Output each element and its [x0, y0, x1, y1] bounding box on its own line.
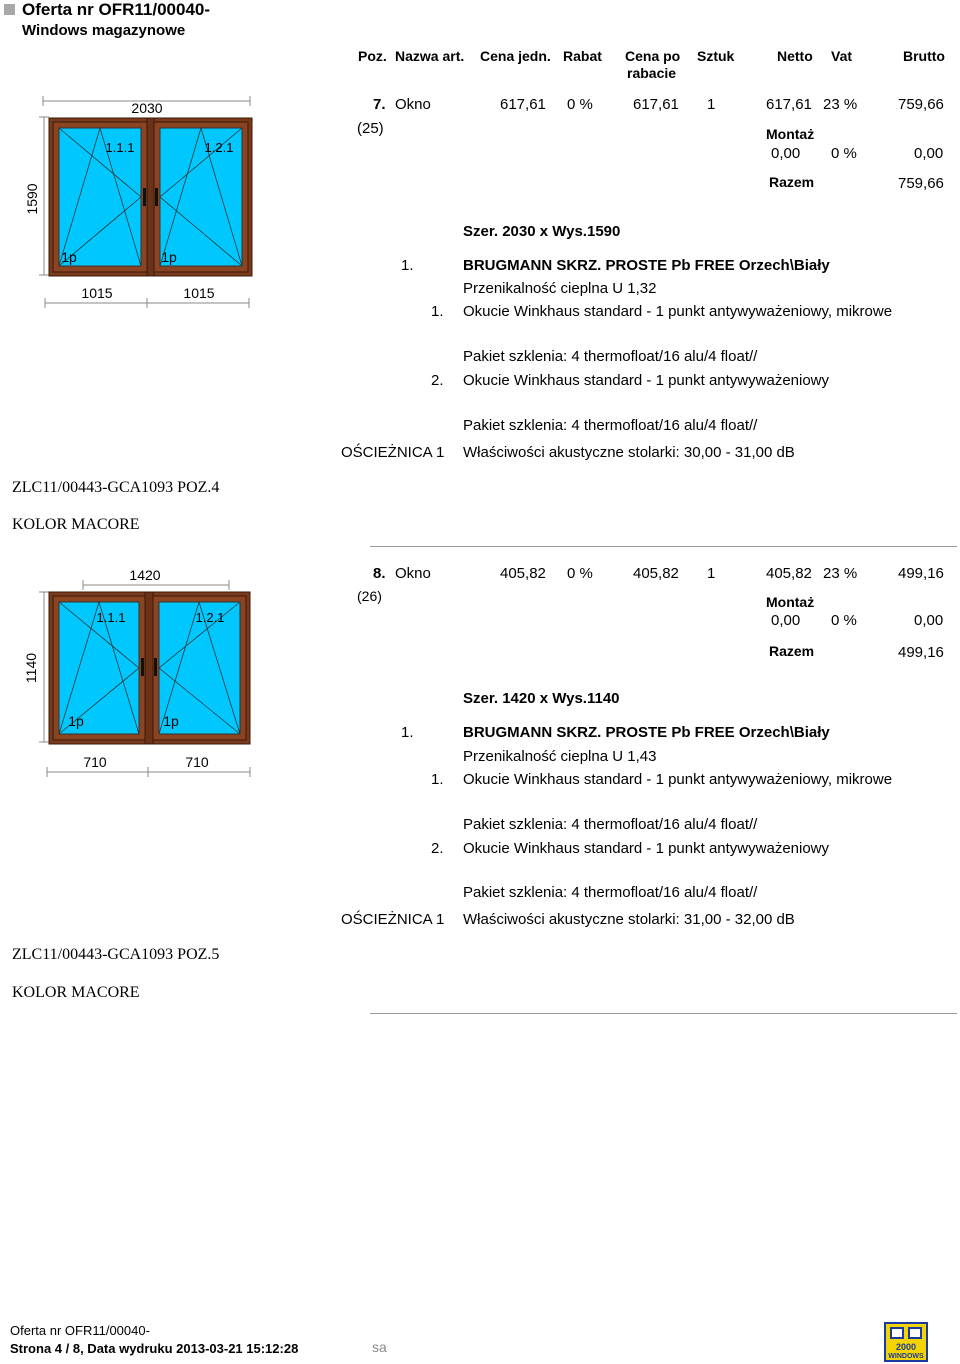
- item-8-frame: OŚCIEŻNICA 1: [341, 911, 445, 928]
- item-7-name: Okno: [395, 96, 431, 113]
- item-8-rabat: 0 %: [567, 565, 593, 582]
- item-7-fitting2: Okucie Winkhaus standard - 1 punkt antywyważeniowy: [463, 372, 830, 389]
- drawing-width: 2030: [131, 100, 163, 116]
- item-7-razem: 759,66: [898, 175, 944, 192]
- item-7-montaz-label: Montaż: [766, 126, 815, 142]
- item-7-color: KOLOR MACORE: [12, 516, 140, 533]
- col-cena-jedn: Cena jedn.: [480, 48, 551, 64]
- item-7-separator: [370, 546, 957, 547]
- item-8-montaz-brutto: 0,00: [914, 612, 944, 629]
- item-7-montaz-netto: 0,00: [771, 145, 801, 162]
- drawing-height: 1590: [24, 183, 40, 215]
- item-7-razem-label: Razem: [769, 174, 815, 190]
- item-7-fitting2-num: 2.: [431, 372, 444, 389]
- logo-text: WINDOWS: [888, 1353, 924, 1360]
- footer-page-info: Strona 4 / 8, Data wydruku 2013-03-21 15:12:28: [10, 1341, 299, 1356]
- windows-2000-logo: [884, 1322, 928, 1362]
- item-8-acoustic: Właściwości akustyczne stolarki: 31,00 - 32,00 dB: [463, 911, 795, 928]
- item-8-sztuk: 1: [707, 565, 716, 582]
- item-7-glass1: Pakiet szklenia: 4 thermofloat/16 alu/4 float//: [463, 348, 758, 365]
- item-8-fitting1-num: 1.: [431, 771, 444, 788]
- col-poz: Poz.: [358, 48, 387, 64]
- mullion: [147, 118, 154, 276]
- item-8-profile: BRUGMANN SKRZ. PROSTE Pb FREE Orzech\Biały: [463, 724, 830, 741]
- item-7-code: ZLC11/00443-GCA1093 POZ.4: [12, 479, 220, 496]
- item-8-code: ZLC11/00443-GCA1093 POZ.5: [12, 946, 220, 963]
- col-cena-po: Cena po: [625, 48, 681, 64]
- item-8-cena-jedn: 405,82: [500, 565, 546, 582]
- item-7-vat: 23 %: [823, 96, 858, 113]
- window-drawing-7: [0, 90, 280, 315]
- col-netto: Netto: [777, 48, 813, 64]
- item-8-montaz-label: Montaż: [766, 594, 815, 610]
- item-8-glass1: Pakiet szklenia: 4 thermofloat/16 alu/4 float//: [463, 816, 758, 833]
- item-7-fitting1-num: 1.: [431, 303, 444, 320]
- handle: [154, 658, 157, 676]
- item-7-profile: BRUGMANN SKRZ. PROSTE Pb FREE Orzech\Biały: [463, 257, 830, 274]
- handle: [143, 188, 146, 206]
- item-7-acoustic: Właściwości akustyczne stolarki: 30,00 - 31,00 dB: [463, 444, 795, 461]
- dim-right-label: 1015: [183, 285, 215, 301]
- item-7-cena-po: 617,61: [633, 96, 679, 113]
- footer-offer: Oferta nr OFR11/00040-: [10, 1323, 150, 1338]
- dim-left-label: 710: [83, 754, 107, 770]
- item-8-razem-label: Razem: [769, 643, 815, 659]
- item-8-fitting1: Okucie Winkhaus standard - 1 punkt antywyważeniowy, mikrowe: [463, 771, 893, 788]
- drawing-height: 1140: [23, 652, 39, 684]
- item-7-brutto: 759,66: [898, 96, 944, 113]
- item-8-size: Szer. 1420 x Wys.1140: [463, 690, 620, 707]
- sash-label-left: 1.1.1: [105, 140, 135, 155]
- pane-label-left: 1p: [68, 713, 84, 729]
- item-7-num: 7.: [373, 96, 386, 113]
- logo-year: 2000: [895, 1342, 917, 1352]
- item-8-cena-po: 405,82: [633, 565, 679, 582]
- offer-title: Oferta nr OFR11/00040-: [22, 0, 211, 19]
- item-8-ref: (26): [357, 588, 382, 604]
- mullion: [145, 592, 153, 744]
- item-8-thermal: Przenikalność cieplna U 1,43: [463, 748, 657, 765]
- item-7-netto: 617,61: [766, 96, 812, 113]
- item-8-name: Okno: [395, 565, 431, 582]
- sash-label-right: 1.2.1: [204, 140, 234, 155]
- item-8-netto: 405,82: [766, 565, 812, 582]
- item-8-glass2: Pakiet szklenia: 4 thermofloat/16 alu/4 float//: [463, 884, 758, 901]
- item-7-rabat: 0 %: [567, 96, 593, 113]
- dim-right-label: 710: [185, 754, 209, 770]
- item-7-sztuk: 1: [707, 96, 716, 113]
- item-8-fitting2-num: 2.: [431, 840, 444, 857]
- sash-label-right: 1.2.1: [195, 610, 225, 625]
- item-7-montaz-vat: 0 %: [831, 145, 857, 162]
- item-7-fitting1: Okucie Winkhaus standard - 1 punkt antywyważeniowy, mikrowe: [463, 303, 893, 320]
- item-8-montaz-netto: 0,00: [771, 612, 801, 629]
- item-7-frame: OŚCIEŻNICA 1: [341, 444, 445, 461]
- col-brutto: Brutto: [903, 48, 945, 64]
- item-7-thermal: Przenikalność cieplna U 1,32: [463, 280, 657, 297]
- col-nazwa: Nazwa art.: [395, 48, 465, 64]
- item-8-montaz-vat: 0 %: [831, 612, 857, 629]
- col-rabat: Rabat: [563, 48, 602, 64]
- item-8-fitting2: Okucie Winkhaus standard - 1 punkt antywyważeniowy: [463, 840, 830, 857]
- item-8-vat: 23 %: [823, 565, 858, 582]
- sash-label-left: 1.1.1: [96, 610, 126, 625]
- item-8-num: 8.: [373, 565, 386, 582]
- item-8-color: KOLOR MACORE: [12, 984, 140, 1001]
- item-8-brutto: 499,16: [898, 565, 944, 582]
- pane-label-left: 1p: [61, 249, 77, 265]
- item-7-size: Szer. 2030 x Wys.1590: [463, 223, 621, 240]
- col-vat: Vat: [831, 48, 853, 64]
- item-7-cena-jedn: 617,61: [500, 96, 546, 113]
- item-7-montaz-brutto: 0,00: [914, 145, 944, 162]
- item-8-razem: 499,16: [898, 644, 944, 661]
- col-sztuk: Sztuk: [697, 48, 735, 64]
- header-square-icon: [4, 4, 15, 15]
- drawing-width: 1420: [129, 567, 161, 583]
- footer-mark: sa: [372, 1339, 387, 1355]
- handle: [141, 658, 144, 676]
- pane-label-right: 1p: [163, 713, 179, 729]
- item-8-separator: [370, 1013, 957, 1014]
- item-7-ref: (25): [357, 120, 384, 137]
- pane-label-right: 1p: [161, 249, 177, 265]
- window-drawing-8: [0, 560, 280, 780]
- col-rabacie: rabacie: [627, 65, 677, 81]
- dim-left-label: 1015: [81, 285, 113, 301]
- item-7-glass2: Pakiet szklenia: 4 thermofloat/16 alu/4 float//: [463, 417, 758, 434]
- item-8-profile-num: 1.: [401, 724, 414, 741]
- offer-subtitle: Windows magazynowe: [22, 22, 186, 39]
- item-7-profile-num: 1.: [401, 257, 414, 274]
- handle: [155, 188, 158, 206]
